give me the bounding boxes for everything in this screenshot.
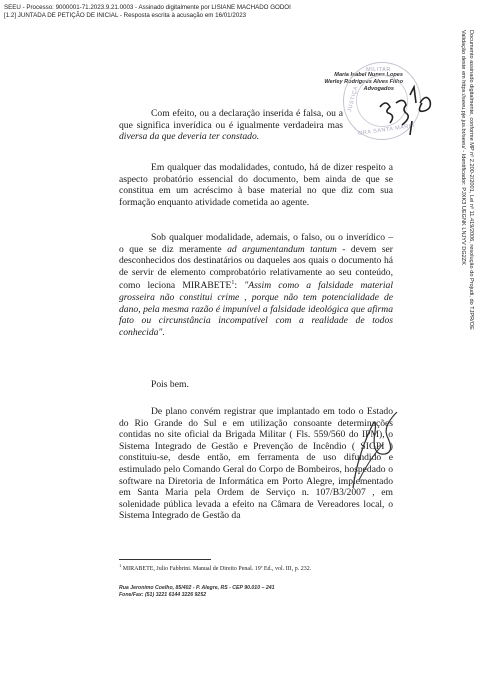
footnote: $^1$ MIRABETE, Julio Fabbrini. Manual de Direito Penal. 19ª Ed., vol. III, p. 232. [119,563,312,572]
paragraph-1: Com efeito, ou a declaração inserida é falsa, ou a que significa inverídica ou é igualmente verdadeira mas diversa da que deveria ter constado. [119,108,343,143]
letterhead-name-2: Werley Rodrigues Alves Filho [324,79,403,85]
stamp-ring-bottom: ORA SANTA MARIA [357,123,416,137]
stamp-ring-top: MILITAR [366,67,391,73]
handwritten-page-number [368,85,438,137]
header-line-1: SEEU - Processo: 9000001-71.2023.9.21.0003 - Assinado digitalmente por LISIANE MACHADO GODOI [4,4,291,11]
side-validation-line-2: Validação deste em https://seeu.pje.jus.br/seeu/ - Identificador: PJXK3 UEGNK LNJYV DG2ZK [460,30,467,265]
footnote-divider [119,559,211,560]
paragraph-2: Em qualquer das modalidades, contudo, há de dizer respeito a aspecto probatório essencial do documento, bem ainda de que se constitua em um acréscimo à base material no que diz com sua formação enquanto atividade cometida ao agente. [119,162,393,208]
letterhead-name-1: Maria Isabel Nunes Lopes [334,72,403,78]
paragraph-3: Sob qualquer modalidade, ademais, o falso, ou o inverídico – o que se diz meramente ad argumentandum tantum - devem ser desconhecidos dos destinatários ou daqueles aos quais o documento há de servir de elemento comprobatório relativamente ao seu conteúdo, como leciona MIRABETE$^1$: "Assim como a falsidade material grosseira não constitui crime , porque não tem potencialidade de dano, pela mesma razão é impunível a falsidade ideológica que afirma fato ou circunstância incompatível com a realidade de todos conhecida". [119,232,394,338]
paragraph-4: Pois bem. [151,379,189,390]
paragraph-5: De plano convém registrar que implantado em todo o Estado do Rio Grande do Sul e em utilização consoante determinações contidas no site oficial da Brigada Militar ( Fls. 559/560 do IPM), o Sistema Integrado de Gestão e Prevenção de Incêndio ( SIGPI ) constituiu-se, desde então, em ferramenta de uso difundido e estimulado pelo Comando Geral do Corpo de Bombeiros, hospedado o software na Diretoria de Informática em Porto Alegre, implementado em Santa Maria pela Ordem de Serviço n. 107/B3/2007 , em solenidade pública levada a efeito na Câmara de Vereadores local, o Sistema Integrado de Gestão da [119,406,393,522]
footer-phone: Fone/Fax: (51) 3221 6144 3226 9252 [119,592,207,598]
footer-address: Rua Jeronimo Coelho, 85/402 - P. Alegre, RS - CEP 90.010 – 241 [119,585,275,591]
header-line-2: [1.2] JUNTADA DE PETIÇÃO DE INICIAL - Resposta escrita à acusação em 16/01/2023 [4,12,247,19]
handwritten-signature [345,410,405,490]
side-validation-line-1: Documento assinado digitalmente, conforme MP nº 2.200-2/2001, Lei nº 11.419/2006, resolução do Projudi, do TJPR/OE [468,30,474,330]
letterhead-role: Advogados [363,86,394,92]
side-validation-strip [452,30,482,500]
stamp-ring-left: JUSTIÇA [346,85,360,113]
